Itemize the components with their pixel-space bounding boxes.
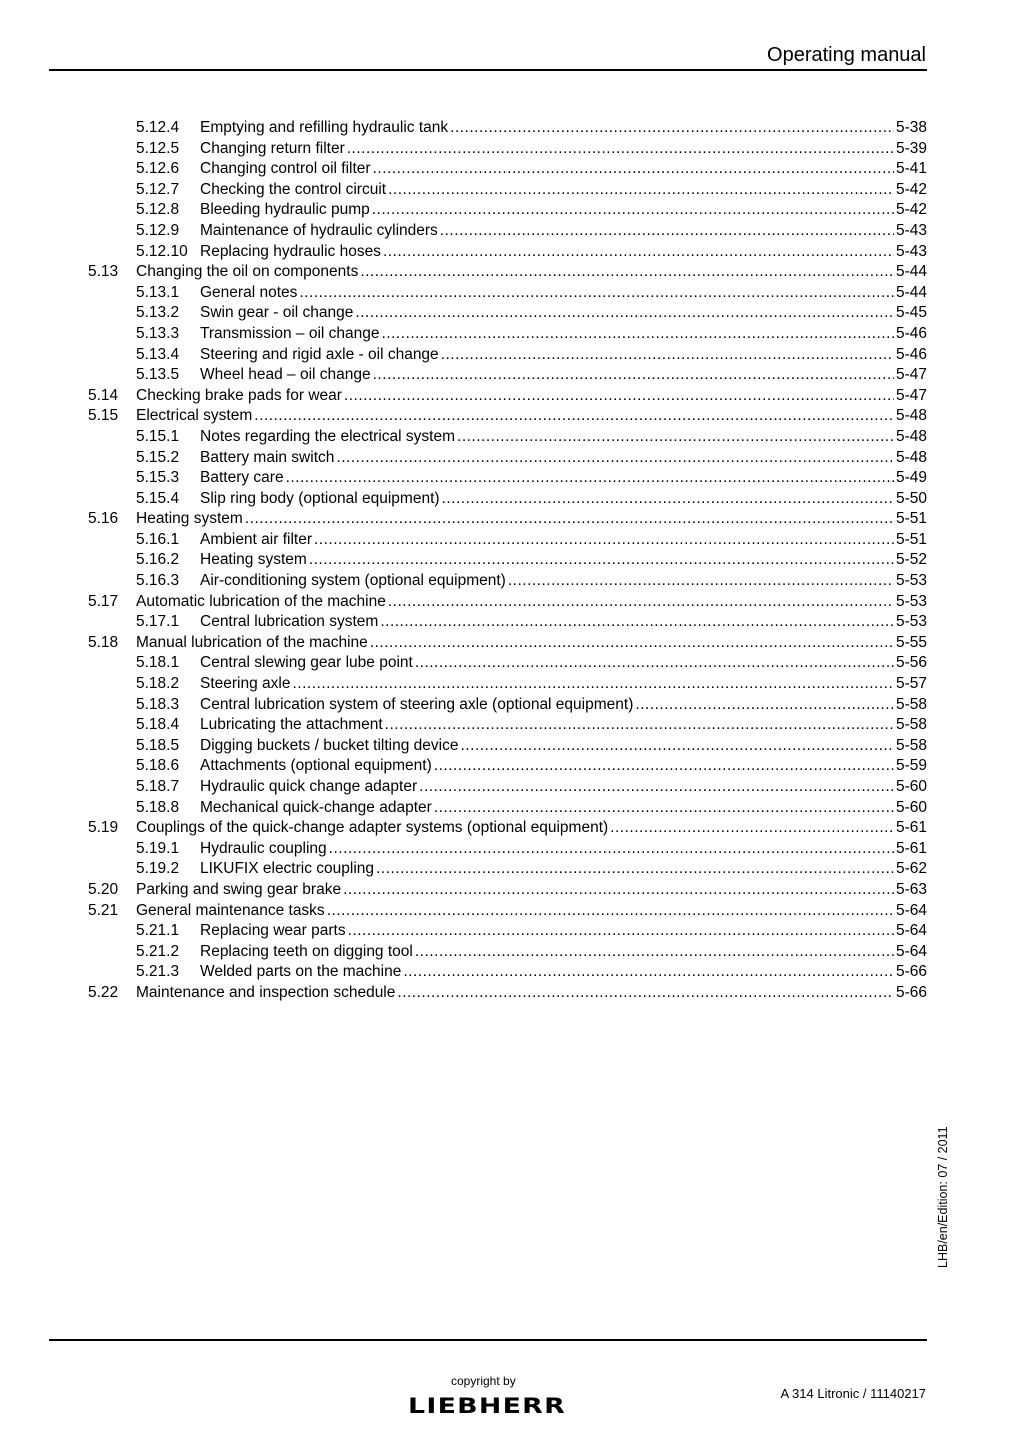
- toc-entry-number: 5.18.4: [136, 716, 180, 734]
- toc-entry-title: Maintenance of hydraulic cylinders: [200, 221, 438, 239]
- toc-entry-title: General maintenance tasks: [136, 901, 325, 919]
- toc-entry: [88, 695, 927, 716]
- toc-entry: [88, 798, 927, 819]
- toc-entry-title: Steering and rigid axle - oil change: [200, 345, 439, 363]
- header-rule: [49, 69, 927, 71]
- toc-entry-number: 5.12.4: [136, 119, 180, 136]
- edition-label: LHB/en/Edition: 07 / 2011: [936, 1126, 950, 1268]
- toc-entry: [88, 448, 927, 469]
- toc-entry-number: 5.13.2: [136, 304, 180, 322]
- toc-entry-page: 5-45: [895, 304, 927, 322]
- toc-entry-page: 5-60: [895, 798, 927, 816]
- toc-entry-title: Emptying and refilling hydraulic tank: [200, 119, 449, 136]
- toc-entry-number: 5.15: [88, 407, 119, 425]
- toc-entry-number: 5.18.7: [136, 778, 180, 795]
- toc-entry: [88, 200, 927, 221]
- table-of-contents: [88, 118, 927, 1004]
- toc-entry-title: Manual lubrication of the machine: [136, 633, 368, 651]
- toc-entry-page: 5-66: [895, 963, 927, 981]
- toc-entry: [88, 386, 927, 407]
- toc-entry-number: 5.12.10: [136, 242, 188, 260]
- toc-leader-dots: [419, 777, 894, 798]
- toc-entry-page: 5-57: [895, 675, 927, 693]
- toc-entry: [88, 715, 927, 736]
- toc-entry-page: 5-61: [895, 819, 927, 837]
- toc-entry: [88, 633, 927, 654]
- toc-entry: [88, 427, 927, 448]
- liebherr-logo: [408, 1392, 568, 1418]
- toc-entry-number: 5.18.3: [136, 695, 180, 713]
- toc-leader-dots: [442, 489, 894, 510]
- toc-entry-title: Replacing hydraulic hoses: [200, 242, 381, 260]
- toc-entry: [88, 406, 927, 427]
- toc-entry-title: Maintenance and inspection schedule: [136, 983, 396, 1001]
- toc-entry-title: Central lubrication system of steering axle (optional equipment): [200, 695, 634, 713]
- toc-entry-page: 5-64: [895, 901, 927, 919]
- toc-entry-page: 5-44: [895, 263, 927, 281]
- toc-entry-page: 5-46: [895, 345, 927, 363]
- toc-leader-dots: [388, 180, 894, 201]
- toc-entry-title: Welded parts on the machine: [200, 963, 402, 981]
- toc-entry-page: 5-49: [895, 469, 927, 487]
- toc-entry-number: 5.19: [88, 819, 119, 837]
- toc-entry-number: 5.16: [88, 510, 119, 528]
- toc-entry-title: Digging buckets / bucket tilting device: [200, 736, 459, 754]
- toc-entry: [88, 880, 927, 901]
- toc-leader-dots: [450, 118, 894, 139]
- toc-entry-page: 5-44: [895, 283, 927, 301]
- toc-leader-dots: [381, 324, 893, 345]
- toc-entry-page: 5-38: [895, 119, 927, 136]
- toc-leader-dots: [434, 798, 894, 819]
- toc-leader-dots: [343, 880, 894, 901]
- toc-leader-dots: [254, 406, 894, 427]
- toc-leader-dots: [376, 859, 894, 880]
- toc-leader-dots: [403, 962, 894, 983]
- toc-entry-number: 5.12.6: [136, 160, 180, 178]
- page-header-title: Operating manual: [767, 44, 926, 66]
- toc-leader-dots: [336, 448, 894, 469]
- toc-leader-dots: [373, 365, 894, 386]
- toc-leader-dots: [309, 550, 894, 571]
- toc-entry-number: 5.12.5: [136, 139, 180, 157]
- toc-entry: [88, 365, 927, 386]
- toc-entry-title: Transmission – oil change: [200, 324, 380, 342]
- toc-entry-page: 5-41: [895, 160, 927, 178]
- toc-leader-dots: [314, 530, 894, 551]
- toc-entry: [88, 839, 927, 860]
- toc-entry-page: 5-63: [895, 880, 927, 898]
- toc-entry-title: Parking and swing gear brake: [136, 880, 342, 898]
- toc-entry: [88, 530, 927, 551]
- toc-entry-title: Wheel head – oil change: [200, 366, 371, 384]
- toc-entry: [88, 283, 927, 304]
- toc-entry: [88, 242, 927, 263]
- toc-leader-dots: [440, 221, 894, 242]
- toc-leader-dots: [329, 839, 894, 860]
- toc-entry-number: 5.18: [88, 633, 119, 651]
- toc-entry: [88, 468, 927, 489]
- toc-entry-number: 5.21.3: [136, 963, 180, 981]
- toc-entry: [88, 509, 927, 530]
- toc-entry-page: 5-55: [895, 633, 927, 651]
- toc-entry-title: Notes regarding the electrical system: [200, 427, 456, 445]
- toc-entry-title: Battery main switch: [200, 448, 335, 466]
- toc-entry-number: 5.15.3: [136, 469, 180, 487]
- toc-entry-page: 5-61: [895, 839, 927, 857]
- toc-entry-title: Changing the oil on components: [136, 263, 359, 281]
- toc-entry-page: 5-43: [895, 221, 927, 239]
- toc-entry-number: 5.20: [88, 880, 119, 898]
- toc-entry-title: Checking brake pads for wear: [136, 386, 342, 404]
- toc-entry-title: General notes: [200, 283, 298, 301]
- toc-entry-title: Hydraulic coupling: [200, 839, 327, 857]
- toc-entry-page: 5-64: [895, 922, 927, 940]
- toc-entry-title: Ambient air filter: [200, 530, 312, 548]
- toc-entry-page: 5-50: [895, 489, 927, 507]
- toc-entry-title: Bleeding hydraulic pump: [200, 201, 370, 219]
- toc-entry: [88, 592, 927, 613]
- toc-entry-title: Changing control oil filter: [200, 160, 371, 178]
- toc-entry-number: 5.21.1: [136, 922, 180, 940]
- toc-entry: [88, 221, 927, 242]
- toc-entry: [88, 942, 927, 963]
- toc-entry: [88, 345, 927, 366]
- toc-leader-dots: [635, 695, 894, 716]
- toc-leader-dots: [397, 983, 894, 1004]
- toc-entry-title: Checking the control circuit: [200, 180, 387, 198]
- toc-entry-page: 5-42: [895, 201, 927, 219]
- toc-leader-dots: [344, 386, 894, 407]
- toc-leader-dots: [372, 200, 894, 221]
- toc-entry-number: 5.18.6: [136, 757, 180, 775]
- toc-leader-dots: [457, 427, 894, 448]
- toc-leader-dots: [434, 756, 894, 777]
- toc-entry-page: 5-59: [895, 757, 927, 775]
- toc-entry: [88, 303, 927, 324]
- svg-text:LIEBHERR: LIEBHERR: [408, 1394, 566, 1418]
- toc-entry-number: 5.13.1: [136, 283, 180, 301]
- toc-entry: [88, 180, 927, 201]
- toc-entry-page: 5-39: [895, 139, 927, 157]
- document-id: A 314 Litronic / 11140217: [780, 1386, 926, 1401]
- copyright-label: copyright by: [451, 1374, 516, 1388]
- toc-entry-title: Heating system: [200, 551, 307, 569]
- toc-entry: [88, 921, 927, 942]
- toc-entry-page: 5-48: [895, 448, 927, 466]
- toc-entry: [88, 262, 927, 283]
- toc-entry-title: Replacing wear parts: [200, 922, 346, 940]
- toc-entry-title: Replacing teeth on digging tool: [200, 942, 413, 960]
- toc-entry: [88, 550, 927, 571]
- toc-entry-number: 5.15.4: [136, 489, 180, 507]
- toc-entry-title: Hydraulic quick change adapter: [200, 778, 418, 795]
- toc-leader-dots: [299, 283, 894, 304]
- toc-entry-page: 5-48: [895, 427, 927, 445]
- toc-entry-page: 5-47: [895, 386, 927, 404]
- toc-leader-dots: [383, 242, 894, 263]
- toc-entry: [88, 159, 927, 180]
- toc-entry-page: 5-43: [895, 242, 927, 260]
- toc-entry-page: 5-51: [895, 530, 927, 548]
- toc-entry-page: 5-53: [895, 572, 927, 590]
- toc-entry-number: 5.14: [88, 386, 119, 404]
- toc-leader-dots: [508, 571, 894, 592]
- toc-entry-number: 5.17: [88, 592, 119, 610]
- toc-leader-dots: [441, 345, 894, 366]
- toc-entry-title: Central lubrication system: [200, 613, 379, 631]
- toc-entry-number: 5.21.2: [136, 942, 180, 960]
- footer-rule: [49, 1339, 927, 1341]
- toc-entry-page: 5-48: [895, 407, 927, 425]
- toc-entry-number: 5.12.9: [136, 221, 180, 239]
- toc-entry-number: 5.12.8: [136, 201, 180, 219]
- toc-entry-number: 5.13: [88, 263, 119, 281]
- toc-leader-dots: [360, 262, 894, 283]
- toc-entry-number: 5.19.1: [136, 839, 180, 857]
- toc-entry-page: 5-64: [895, 942, 927, 960]
- toc-entry: [88, 571, 927, 592]
- toc-entry-page: 5-62: [895, 860, 927, 878]
- toc-leader-dots: [370, 633, 894, 654]
- toc-leader-dots: [610, 818, 894, 839]
- toc-entry-number: 5.15.1: [136, 427, 180, 445]
- toc-entry-number: 5.12.7: [136, 180, 180, 198]
- toc-entry: [88, 118, 927, 139]
- toc-entry-title: Attachments (optional equipment): [200, 757, 432, 775]
- toc-leader-dots: [292, 674, 893, 695]
- toc-leader-dots: [355, 303, 894, 324]
- toc-entry-page: 5-56: [895, 654, 927, 672]
- toc-entry-title: Swin gear - oil change: [200, 304, 354, 322]
- toc-entry-page: 5-53: [895, 592, 927, 610]
- toc-entry-number: 5.16.2: [136, 551, 180, 569]
- toc-entry-number: 5.13.5: [136, 366, 180, 384]
- toc-entry-title: Air-conditioning system (optional equipment): [200, 572, 506, 590]
- toc-entry-title: Electrical system: [136, 407, 253, 425]
- toc-entry-title: Steering axle: [200, 675, 291, 693]
- toc-entry-number: 5.21: [88, 901, 119, 919]
- toc-entry-number: 5.13.3: [136, 324, 180, 342]
- toc-entry-number: 5.19.2: [136, 860, 180, 878]
- toc-entry: [88, 612, 927, 633]
- toc-entry-number: 5.18.5: [136, 736, 180, 754]
- toc-entry-page: 5-53: [895, 613, 927, 631]
- toc-entry-page: 5-52: [895, 551, 927, 569]
- toc-entry-number: 5.16.3: [136, 572, 180, 590]
- toc-entry-title: Mechanical quick-change adapter: [200, 798, 432, 816]
- toc-entry-title: Couplings of the quick-change adapter systems (optional equipment): [136, 819, 609, 837]
- toc-entry-page: 5-47: [895, 366, 927, 384]
- toc-entry: [88, 901, 927, 922]
- toc-entry-page: 5-46: [895, 324, 927, 342]
- toc-entry-title: Heating system: [136, 510, 243, 528]
- toc-entry: [88, 653, 927, 674]
- toc-entry: [88, 983, 927, 1004]
- toc-entry-number: 5.18.8: [136, 798, 180, 816]
- toc-entry-title: Slip ring body (optional equipment): [200, 489, 440, 507]
- toc-entry-page: 5-60: [895, 778, 927, 795]
- toc-entry-page: 5-58: [895, 736, 927, 754]
- toc-entry-number: 5.16.1: [136, 530, 180, 548]
- toc-leader-dots: [415, 653, 894, 674]
- toc-entry-number: 5.18.2: [136, 675, 180, 693]
- toc-entry-page: 5-58: [895, 716, 927, 734]
- toc-entry: [88, 736, 927, 757]
- toc-entry: [88, 139, 927, 160]
- toc-entry-title: Lubricating the attachment: [200, 716, 383, 734]
- toc-entry-page: 5-51: [895, 510, 927, 528]
- toc-entry-page: 5-66: [895, 983, 927, 1001]
- toc-entry: [88, 859, 927, 880]
- toc-entry-title: Battery care: [200, 469, 284, 487]
- toc-leader-dots: [380, 612, 894, 633]
- toc-entry-number: 5.17.1: [136, 613, 180, 631]
- toc-leader-dots: [385, 715, 894, 736]
- toc-entry: [88, 674, 927, 695]
- toc-entry-title: Central slewing gear lube point: [200, 654, 413, 672]
- toc-entry: [88, 962, 927, 983]
- toc-leader-dots: [373, 159, 894, 180]
- toc-leader-dots: [327, 901, 894, 922]
- toc-entry-number: 5.18.1: [136, 654, 180, 672]
- toc-entry-title: Changing return filter: [200, 139, 345, 157]
- toc-entry-page: 5-42: [895, 180, 927, 198]
- toc-entry-number: 5.15.2: [136, 448, 180, 466]
- toc-leader-dots: [388, 592, 894, 613]
- toc-entry-number: 5.13.4: [136, 345, 180, 363]
- toc-leader-dots: [286, 468, 894, 489]
- toc-leader-dots: [415, 942, 894, 963]
- toc-entry: [88, 324, 927, 345]
- toc-entry-title: LIKUFIX electric coupling: [200, 860, 375, 878]
- toc-entry-number: 5.22: [88, 983, 119, 1001]
- toc-entry: [88, 756, 927, 777]
- toc-leader-dots: [347, 139, 894, 160]
- toc-leader-dots: [348, 921, 894, 942]
- toc-leader-dots: [460, 736, 893, 757]
- toc-entry: [88, 489, 927, 510]
- toc-entry: [88, 777, 927, 798]
- toc-entry-page: 5-58: [895, 695, 927, 713]
- toc-leader-dots: [245, 509, 894, 530]
- toc-entry: [88, 818, 927, 839]
- toc-entry-title: Automatic lubrication of the machine: [136, 592, 386, 610]
